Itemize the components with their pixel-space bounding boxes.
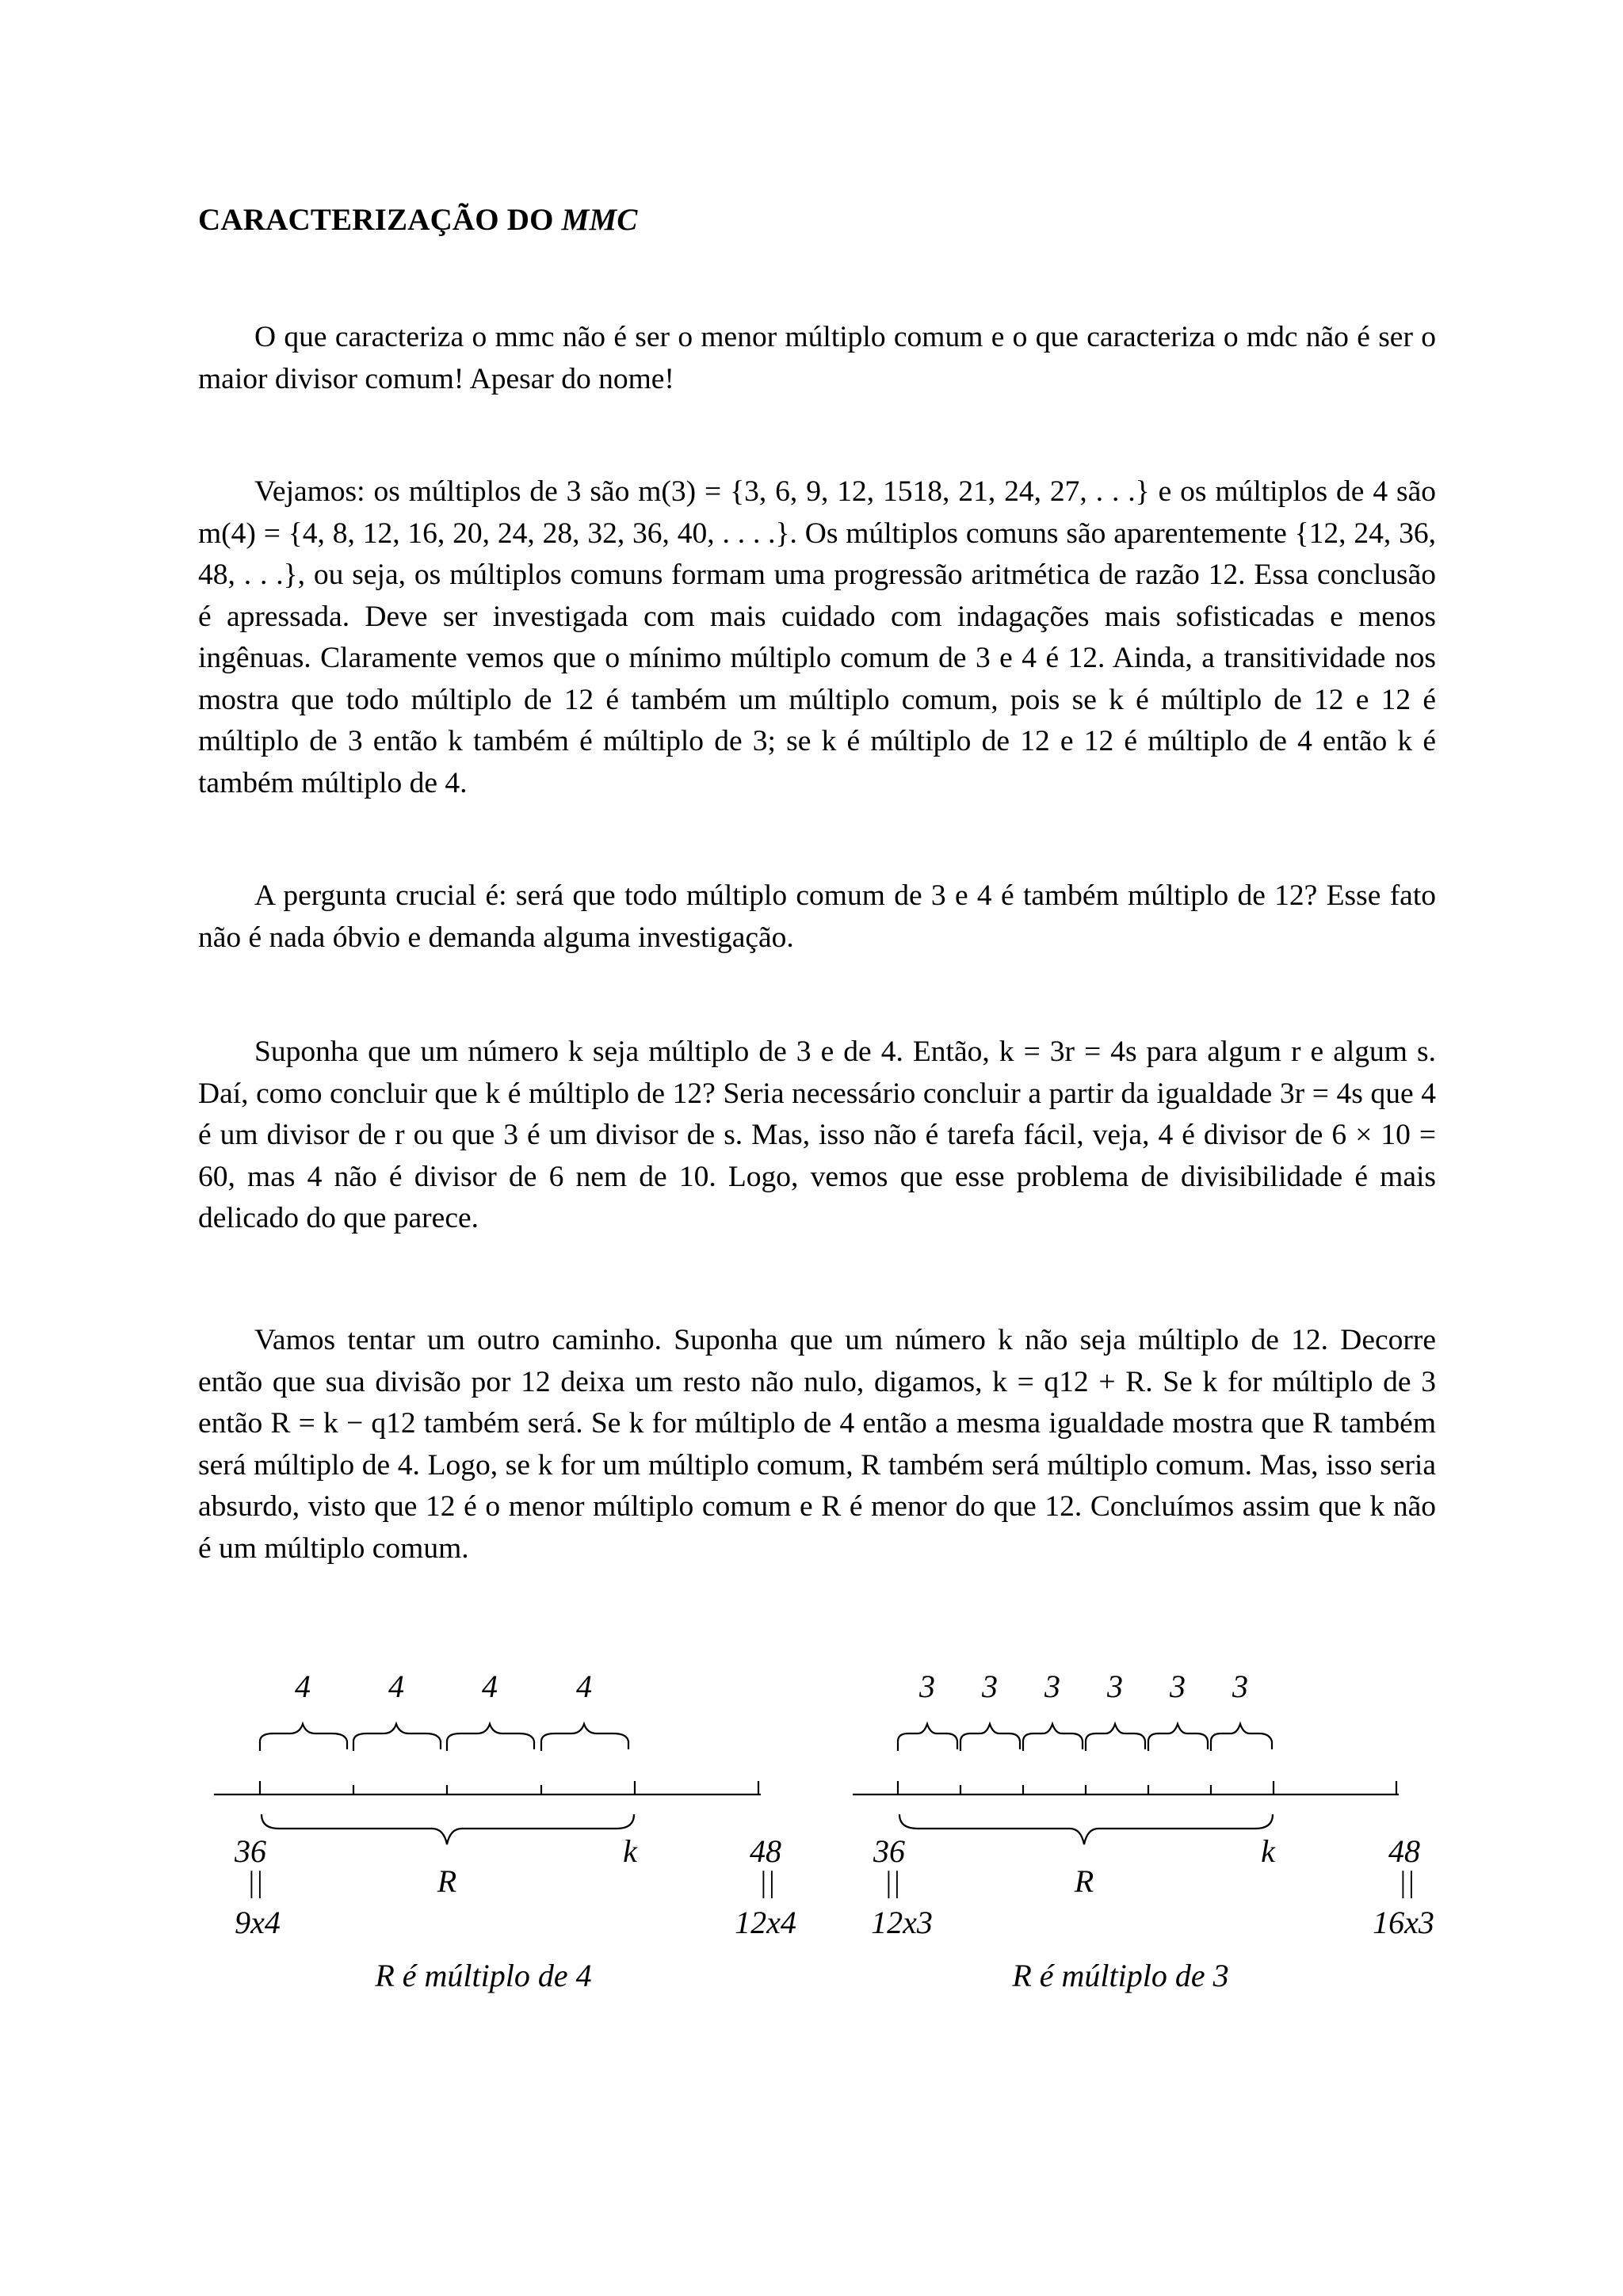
right-step-label: 3	[982, 1669, 998, 1704]
left-end-label: 48	[750, 1833, 781, 1869]
left-start-equals: ||	[246, 1866, 264, 1899]
right-end-factor: 16x3	[1373, 1905, 1434, 1940]
right-k-label: k	[1261, 1833, 1275, 1869]
left-remainder-label: R	[437, 1863, 457, 1899]
left-step-label: 4	[295, 1669, 311, 1704]
left-number-line-figure	[214, 1669, 796, 1993]
right-remainder-brace	[899, 1814, 1273, 1844]
left-number-line	[214, 1781, 761, 1794]
left-caption: R é múltiplo de 4	[375, 1958, 592, 1993]
left-end-equals: ||	[758, 1866, 776, 1899]
right-end-label: 48	[1388, 1833, 1420, 1869]
left-step-braces	[260, 1724, 628, 1751]
right-step-label: 3	[919, 1669, 935, 1704]
right-step-braces	[898, 1724, 1272, 1751]
paragraph-4: Suponha que um número k seja múltiplo de 3 e de 4. Então, k = 3r = 4s para algum r e algum s. Daí, como concluir que k é múltiplo de 12? Seria necessário concluir a partir da igualdade 3r = 4s que 4 é um divisor de r ou que 3 é um divisor de s. Mas, isso não é tarefa fácil, veja, 4 é divisor de 6 × 10 = 60, mas 4 não é divisor de 6 nem de 10. Logo, vemos que esse problema de divisibilidade é mais delicado do que parece.	[198, 1035, 1436, 1234]
right-caption: R é múltiplo de 3	[1012, 1958, 1229, 1993]
number-line-figures	[0, 1664, 1623, 2032]
paragraph-2: Vejamos: os múltiplos de 3 são m(3) = {3, 6, 9, 12, 1518, 21, 24, 27, . . .} e os múltiplos de 4 são m(4) = {4, 8, 12, 16, 20, 24, 28, 32, 36, 40, . . . .}. Os múltiplos comuns são aparentemente {12, 24, 36, 48, . . .}, ou seja, os múltiplos comuns formam uma progressão aritmética de razão 12. Essa conclusão é apressada. Deve ser investigada com mais cuidado com indagações mais sofisticadas e menos ingênuas. Claramente vemos que o mínimo múltiplo comum de 3 e 4 é 12. Ainda, a transitividade nos mostra que todo múltiplo de 12 é também um múltiplo comum, pois se k é múltiplo de 12 e 12 é múltiplo de 3 então k também é múltiplo de 3; se k é múltiplo de 12 e 12 é múltiplo de 4 então k é também múltiplo de 4.	[198, 475, 1436, 799]
right-remainder-label: R	[1074, 1863, 1094, 1899]
number-line-diagram	[0, 1664, 1623, 2028]
right-start-label: 36	[873, 1833, 905, 1869]
right-step-label: 3	[1107, 1669, 1123, 1704]
page-title-italic: MMC	[561, 203, 638, 237]
left-step-label: 4	[482, 1669, 498, 1704]
right-step-label: 3	[1232, 1669, 1248, 1704]
right-start-factor: 12x3	[871, 1905, 933, 1940]
left-start-factor: 9x4	[235, 1905, 281, 1940]
left-step-label: 4	[388, 1669, 404, 1704]
left-k-label: k	[623, 1833, 637, 1869]
paragraph-3: A pergunta crucial é: será que todo múltiplo comum de 3 e 4 é também múltiplo de 12? Esse fato não é nada óbvio e demanda alguma investigação.	[198, 879, 1436, 954]
left-end-factor: 12x4	[735, 1905, 796, 1940]
page-title-main: CARACTERIZAÇÃO DO	[198, 203, 562, 237]
paragraph-5: Vamos tentar um outro caminho. Suponha que um número k não seja múltiplo de 12. Decorre então que sua divisão por 12 deixa um resto não nulo, digamos, k = q12 + R. Se k for múltiplo de 3 então R = k − q12 também será. Se k for múltiplo de 4 então a mesma igualdade mostra que R também será múltiplo de 4. Logo, se k for um múltiplo comum, R também será múltiplo comum. Mas, isso seria absurdo, visto que 12 é o menor múltiplo comum e R é menor do que 12. Concluímos assim que k não é um múltiplo comum.	[198, 1324, 1436, 1565]
right-step-label: 3	[1044, 1669, 1060, 1704]
left-start-label: 36	[235, 1833, 266, 1869]
left-remainder-brace	[262, 1814, 634, 1844]
right-number-line-figure	[853, 1669, 1434, 1993]
paragraph-1: O que caracteriza o mmc não é ser o menor múltiplo comum e o que caracteriza o mdc não é ser o maior divisor comum! Apesar do nome!	[198, 321, 1436, 395]
right-step-label: 3	[1170, 1669, 1186, 1704]
right-number-line	[853, 1781, 1399, 1794]
left-step-label: 4	[576, 1669, 592, 1704]
page-title	[198, 202, 638, 238]
right-end-equals: ||	[1398, 1866, 1415, 1899]
right-start-equals: ||	[884, 1866, 901, 1899]
